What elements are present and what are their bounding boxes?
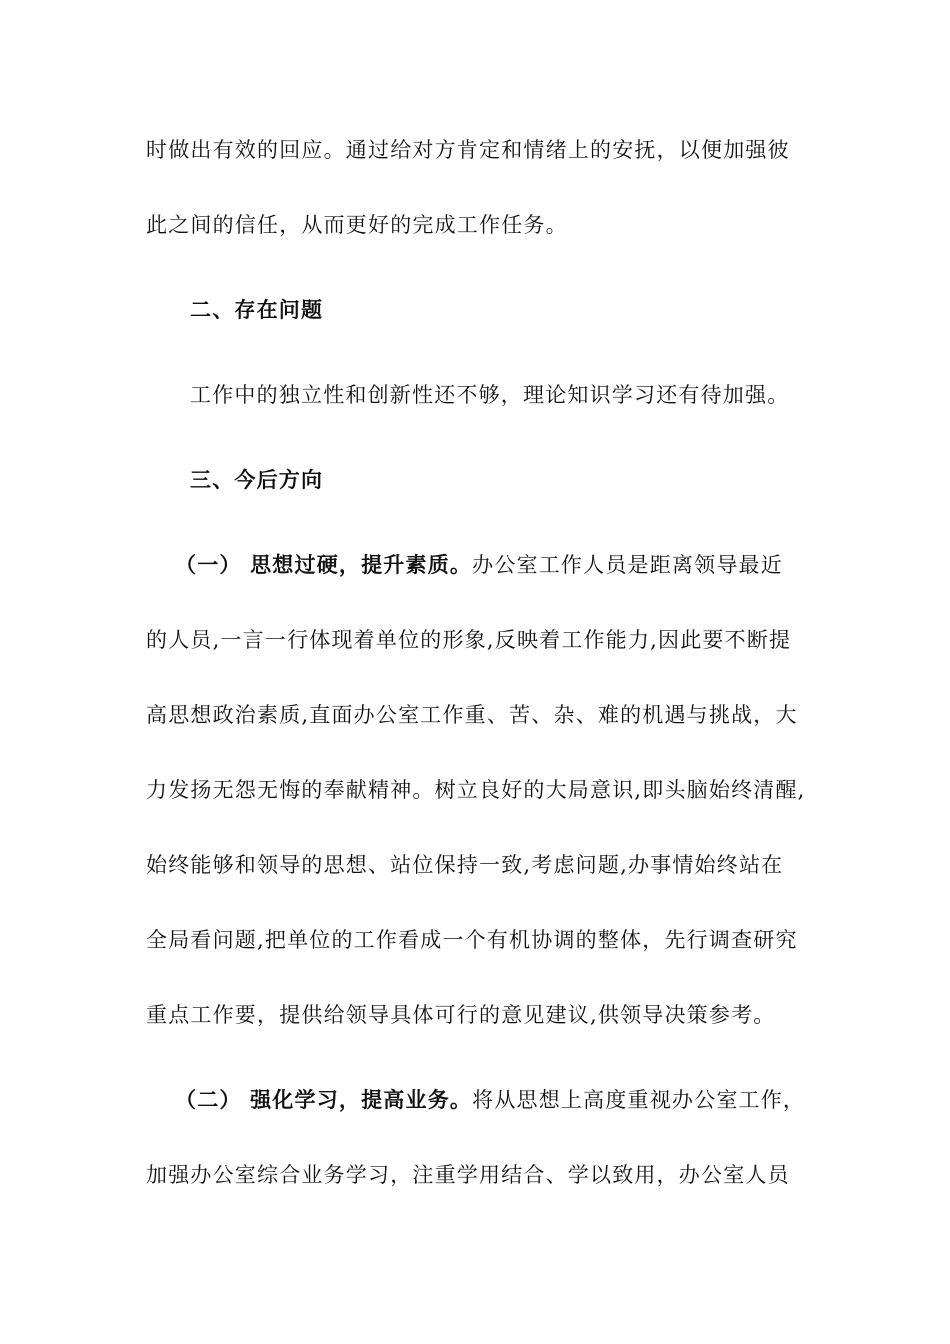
paragraph-text: 将从思想上高度重视办公室工作，	[472, 1088, 806, 1112]
subheading-one: （一） 思想过硬，提升素质。	[175, 552, 473, 577]
paragraph-line: 高思想政治素质,直面办公室工作重、苦、杂、难的机遇与挑战，大	[146, 703, 798, 727]
paragraph-line	[175, 550, 783, 580]
paragraph-line: 重点工作要，提供给领导具体可行的意见建议,供领导决策参考。	[146, 1003, 776, 1027]
paragraph-line: 时做出有效的回应。通过给对方肯定和情绪上的安抚，以便加强彼	[146, 138, 790, 162]
paragraph-line: 始终能够和领导的思想、站位保持一致,考虑问题,办事情始终站在	[146, 853, 784, 877]
section-heading-direction: 三、今后方向	[190, 467, 324, 492]
section-heading-problems: 二、存在问题	[190, 297, 324, 322]
paragraph-line: 的人员,一言一行体现着单位的形象,反映着工作能力,因此要不断提	[146, 628, 792, 652]
paragraph-line: 力发扬无怨无悔的奉献精神。树立良好的大局意识,即头脑始终清醒,	[146, 778, 806, 802]
paragraph-line: 全局看问题,把单位的工作看成一个有机协调的整体，先行调查研究	[146, 928, 798, 952]
paragraph-line: 加强办公室综合业务学习，注重学用结合、学以致用，办公室人员	[146, 1163, 790, 1187]
paragraph-line: 此之间的信任，从而更好的完成工作任务。	[146, 213, 568, 237]
paragraph-line	[175, 1085, 805, 1115]
paragraph-line: 工作中的独立性和创新性还不够，理论知识学习还有待加强。	[190, 383, 790, 407]
subheading-two: （二） 强化学习，提高业务。	[175, 1087, 473, 1112]
paragraph-text: 办公室工作人员是距离领导最近	[472, 553, 783, 577]
